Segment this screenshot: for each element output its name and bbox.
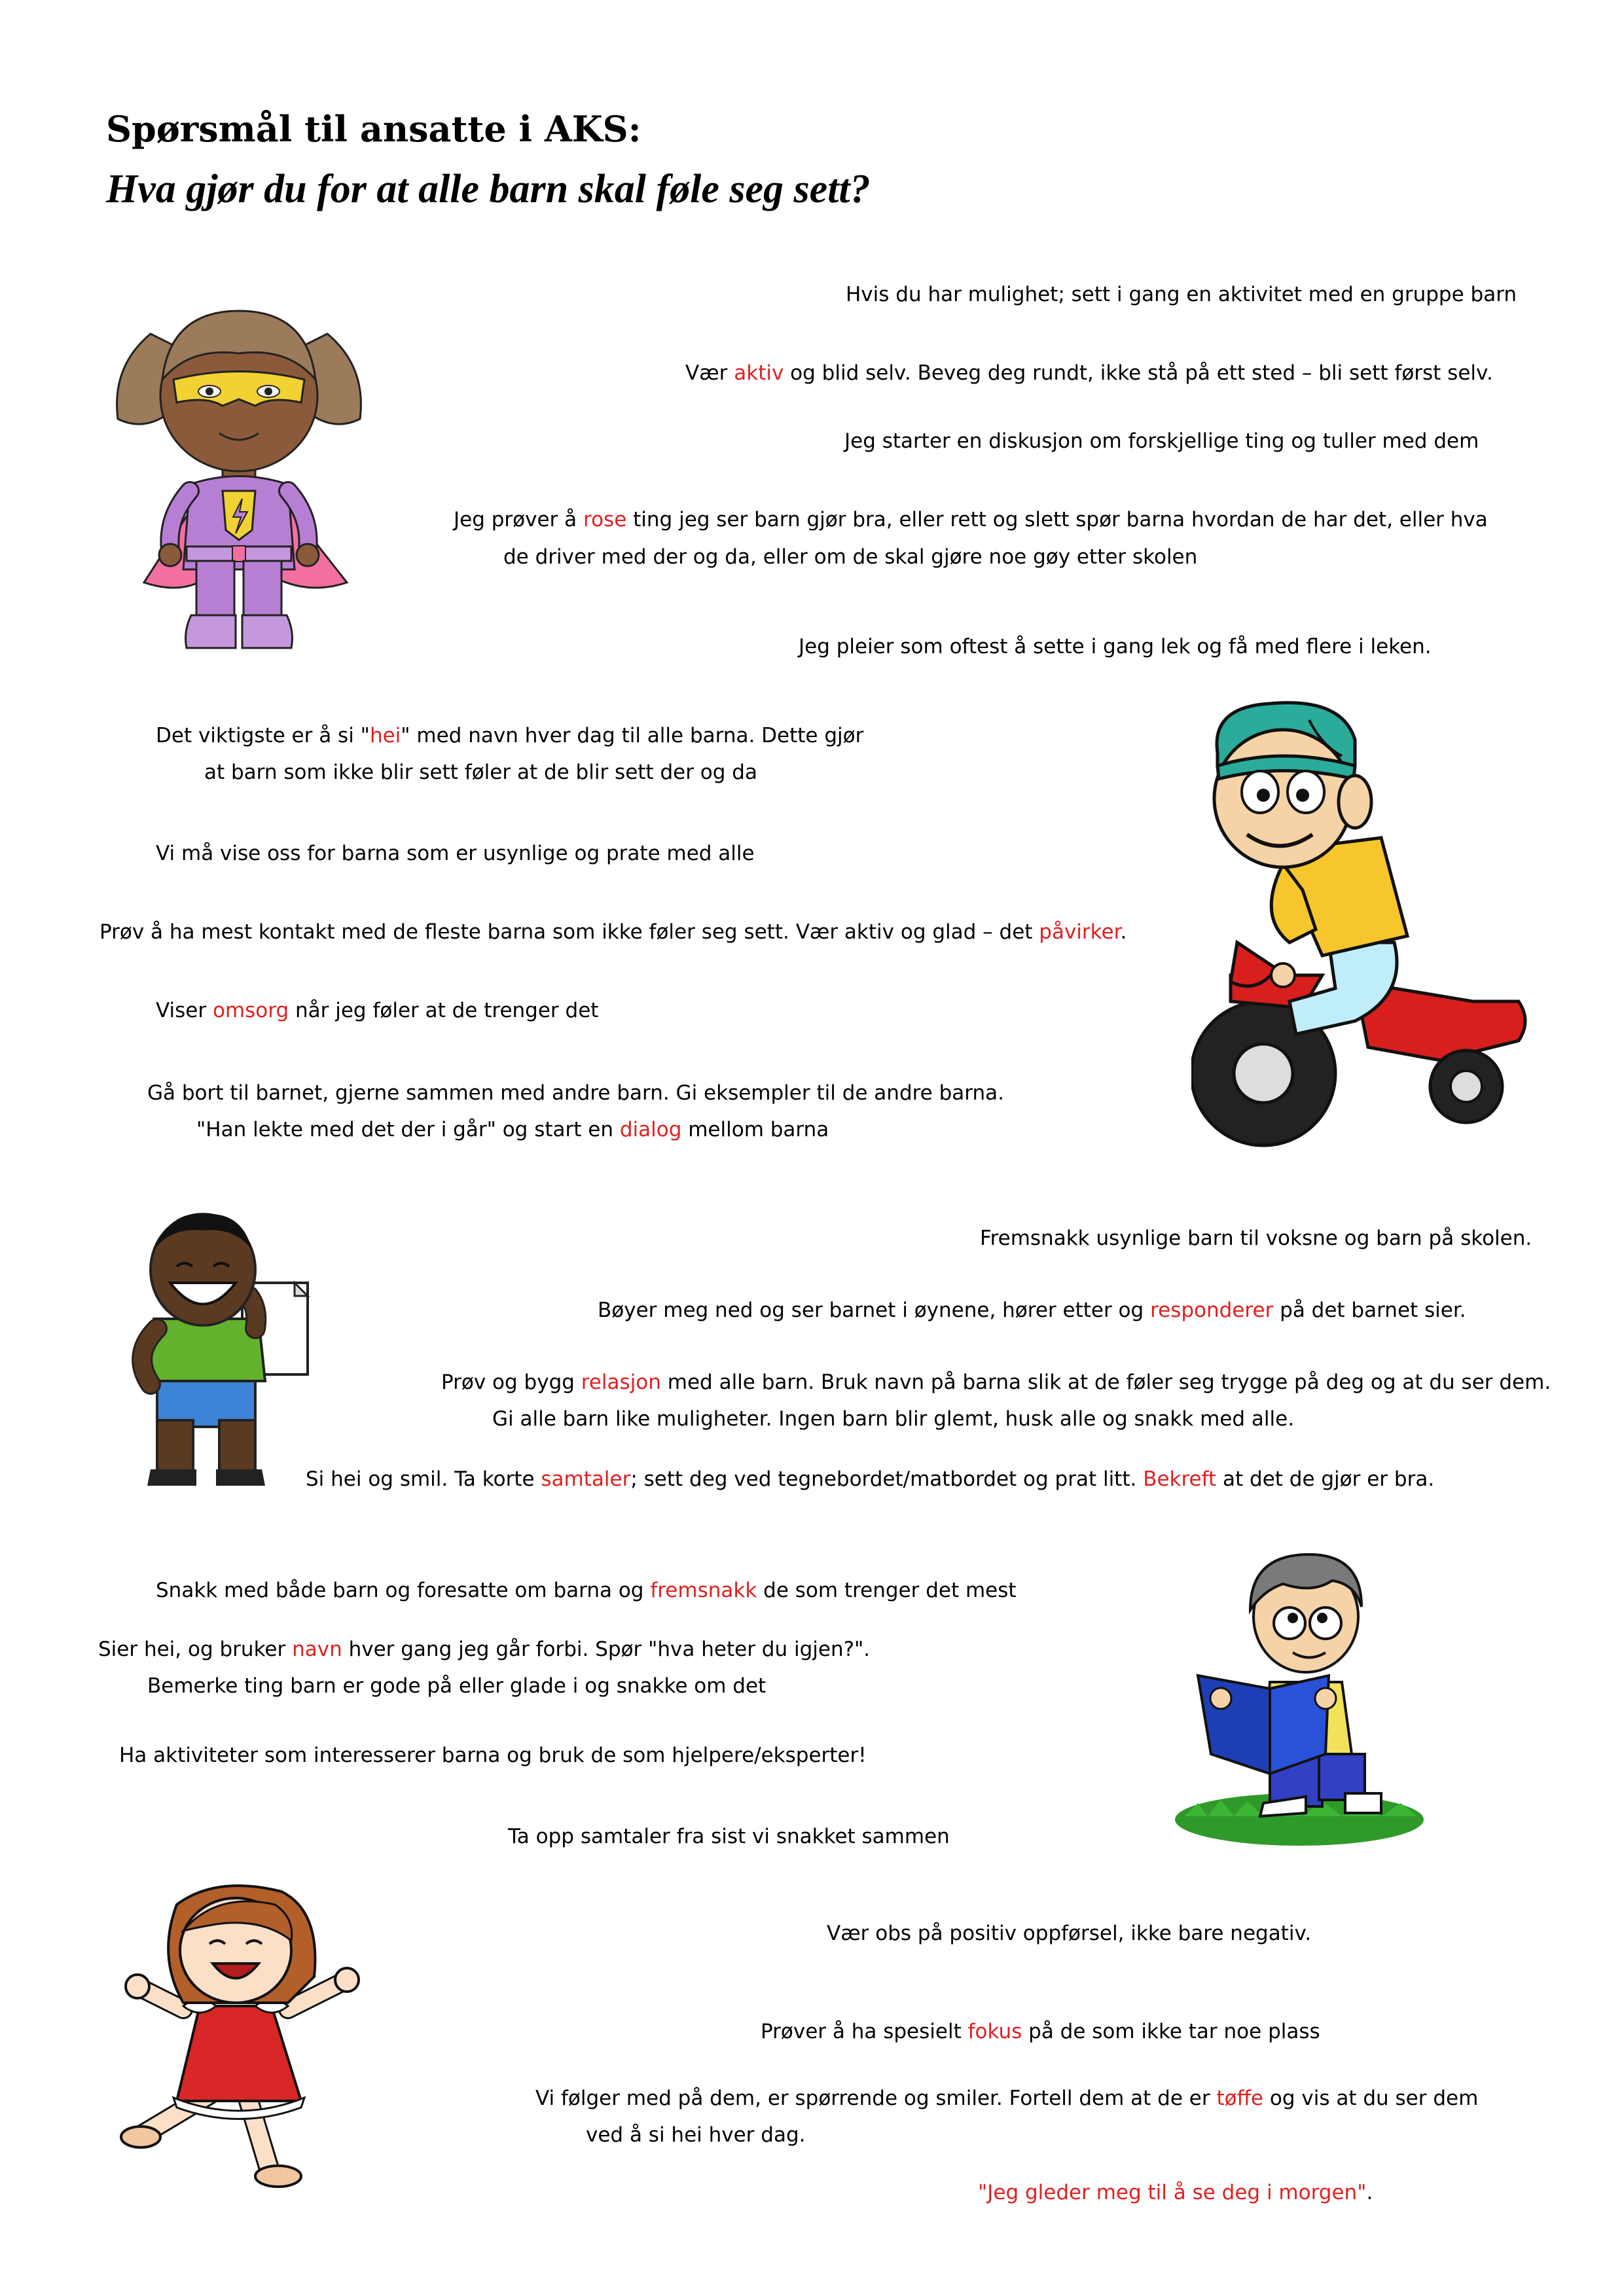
- highlight-word: relasjon: [581, 1371, 661, 1394]
- boy-on-tricycle-illustration: [1191, 694, 1545, 1152]
- page-title: Spørsmål til ansatte i AKS:: [106, 108, 641, 150]
- dancing-girl-illustration: [118, 1878, 386, 2193]
- highlight-word: samtaler: [541, 1467, 631, 1491]
- highlight-word: dialog: [619, 1118, 682, 1141]
- boy-reading-book-illustration: [1172, 1545, 1427, 1846]
- highlight-word: Bekreft: [1143, 1467, 1217, 1491]
- highlight-word: navn: [292, 1638, 342, 1661]
- highlight-word: responderer: [1150, 1299, 1274, 1322]
- highlight-word: tøffe: [1216, 2087, 1264, 2110]
- superhero-girl-illustration: [105, 281, 373, 661]
- highlight-word: omsorg: [212, 999, 289, 1022]
- highlight-word: "Jeg gleder meg til å se deg i morgen": [978, 2181, 1367, 2204]
- boy-holding-paper-illustration: [111, 1204, 314, 1492]
- highlight-word: fokus: [967, 2020, 1022, 2043]
- highlight-word: påvirker: [1039, 920, 1121, 944]
- highlight-word: hei: [369, 724, 401, 747]
- highlight-word: rose: [583, 508, 627, 531]
- highlight-word: fremsnakk: [650, 1579, 757, 1602]
- highlight-word: aktiv: [734, 361, 784, 385]
- page-subtitle: Hva gjør du for at alle barn skal føle seg sett?: [106, 167, 871, 211]
